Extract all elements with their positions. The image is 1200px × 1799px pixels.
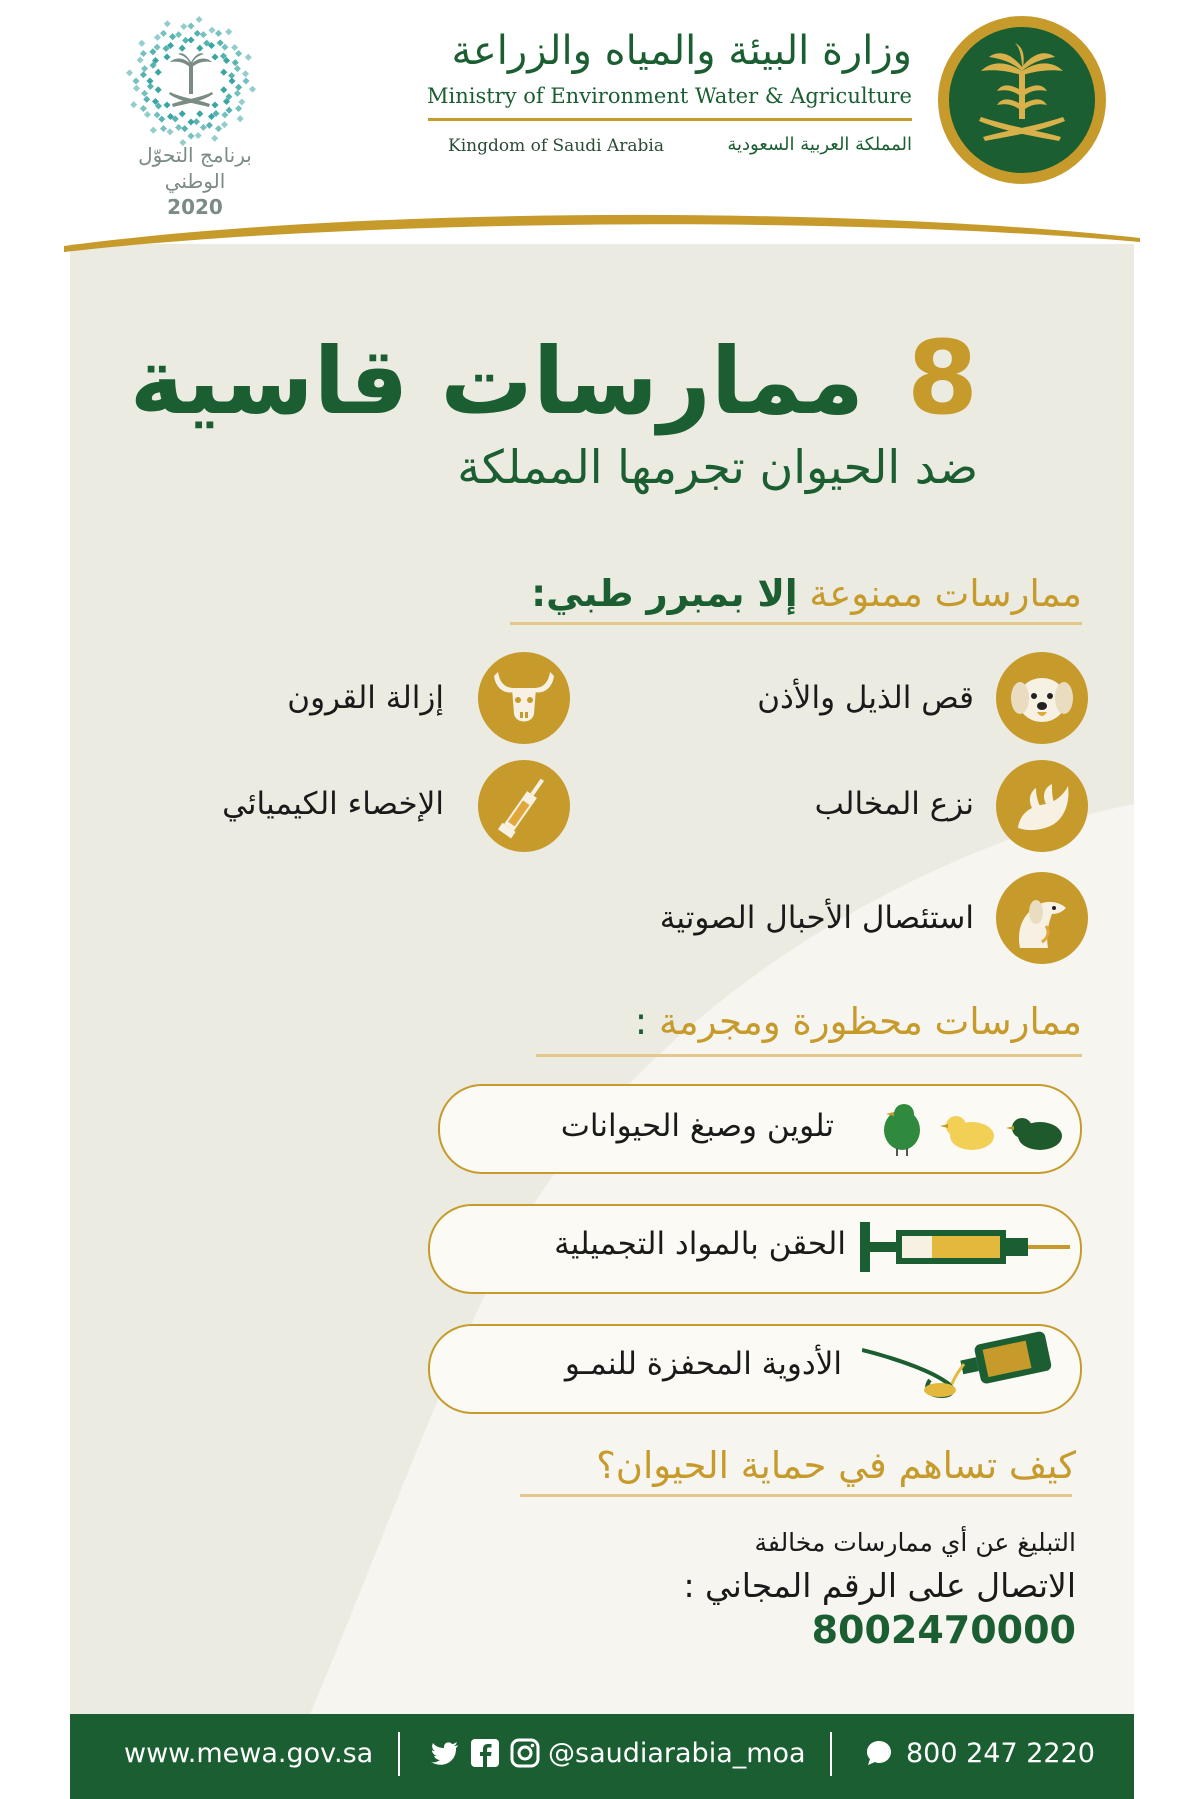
syringe-icon xyxy=(478,760,570,852)
kingdom-name-english: Kingdom of Saudi Arabia xyxy=(448,136,664,156)
footer-separator xyxy=(398,1732,400,1776)
help-question-text: كيف تساهم في حماية الحيوان؟ xyxy=(596,1444,1076,1487)
page-subtitle: ضد الحيوان تجرمها المملكة xyxy=(457,440,978,494)
vision-program-name xyxy=(110,142,280,220)
ministry-emblem-logo xyxy=(938,16,1106,184)
help-question xyxy=(596,1444,1076,1487)
instagram-icon[interactable] xyxy=(510,1738,540,1768)
chat-bubble-icon xyxy=(864,1738,894,1768)
gold-arc-divider xyxy=(64,212,1140,252)
section-medical-underline xyxy=(510,622,1082,625)
barking-dog-icon xyxy=(996,872,1088,964)
practice-label: الإخصاء الكيميائي xyxy=(222,786,444,822)
section-prohibited-heading-colon: : xyxy=(634,1000,648,1043)
header-divider xyxy=(428,118,912,121)
free-number-instruction: الاتصال على الرقم المجاني : xyxy=(683,1566,1076,1605)
vision-program-year: 2020 xyxy=(167,195,223,219)
kingdom-name-arabic: المملكة العربية السعودية xyxy=(727,134,912,155)
title-number: 8 xyxy=(907,319,978,438)
prohibited-item-label: الحقن بالمواد التجميلية xyxy=(554,1226,846,1262)
prohibited-item-label: الأدوية المحفزة للنمـو xyxy=(564,1346,842,1382)
prohibited-item-label: تلوين وصبغ الحيوانات xyxy=(560,1108,834,1144)
medicine-bottle-spoon-icon xyxy=(862,1330,1052,1410)
section-medical-heading xyxy=(531,572,1082,615)
injection-syringe-icon xyxy=(858,1216,1074,1278)
social-handle[interactable]: @saudiarabia_moa xyxy=(548,1738,806,1769)
practice-label: نزع المخالب xyxy=(814,786,974,822)
practice-label: استئصال الأحبال الصوتية xyxy=(659,900,974,936)
free-phone-number[interactable]: 8002470000 xyxy=(811,1608,1076,1652)
section-prohibited-underline xyxy=(536,1054,1082,1057)
practice-label: إزالة القرون xyxy=(287,680,444,716)
ministry-name-english: Ministry of Environment Water & Agriculture xyxy=(427,84,912,108)
call-center-number[interactable]: 800 247 2220 xyxy=(906,1738,1095,1769)
report-instruction: التبليغ عن أي ممارسات مخالفة xyxy=(754,1528,1076,1557)
twitter-icon[interactable] xyxy=(430,1738,460,1768)
help-underline xyxy=(520,1494,1072,1497)
section-medical-heading-emphasis: إلا بمبرر طبي: xyxy=(531,572,798,615)
palm-swords-icon xyxy=(963,41,1081,159)
website-link[interactable]: www.mewa.gov.sa xyxy=(124,1738,374,1769)
footer-separator xyxy=(830,1732,832,1776)
vision-2030-logo xyxy=(126,16,256,146)
paw-claw-icon xyxy=(996,760,1088,852)
facebook-icon[interactable] xyxy=(470,1738,500,1768)
colored-chicks-icon xyxy=(878,1100,1068,1160)
section-prohibited-heading-text: ممارسات محظورة ومجرمة xyxy=(647,1000,1082,1043)
dog-face-icon xyxy=(996,652,1088,744)
section-prohibited-heading xyxy=(635,1000,1082,1043)
vision-program-label: برنامج التحوّل الوطني xyxy=(138,143,252,193)
section-medical-heading-start: ممارسات ممنوعة xyxy=(797,572,1082,615)
ministry-name-arabic: وزارة البيئة والمياه والزراعة xyxy=(451,28,912,74)
practice-label: قص الذيل والأذن xyxy=(757,680,974,716)
bull-skull-icon xyxy=(478,652,570,744)
page-title: ممارسات قاسية xyxy=(129,328,864,435)
